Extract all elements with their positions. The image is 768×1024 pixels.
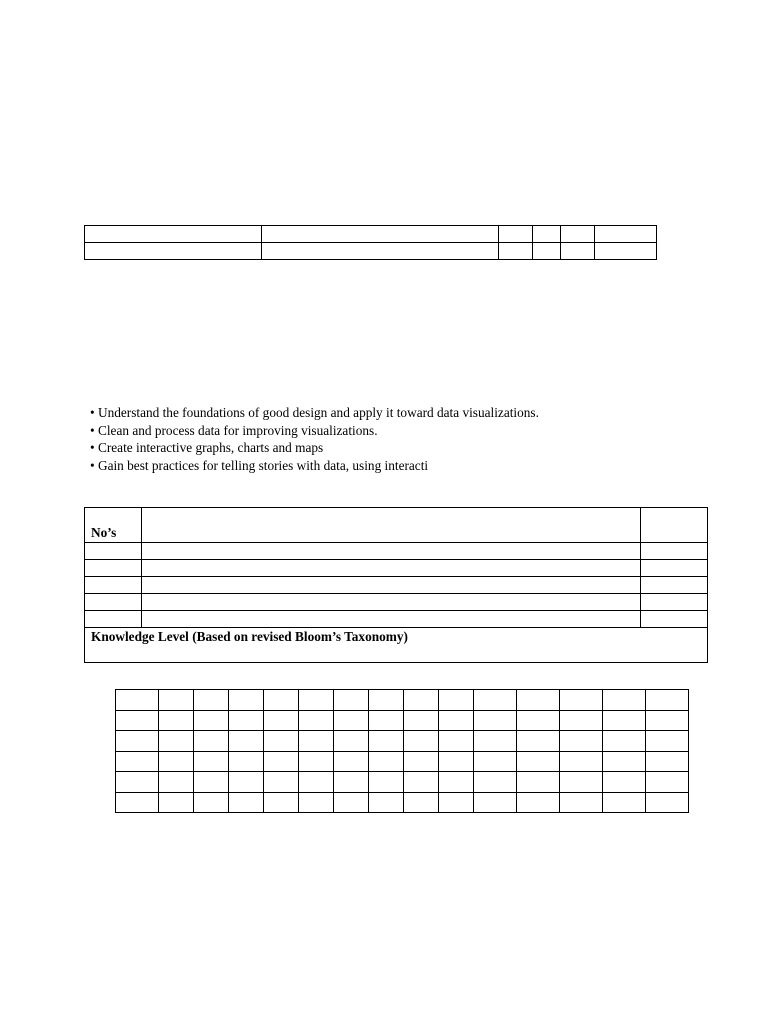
table-cell xyxy=(517,751,560,772)
table-cell xyxy=(299,710,334,731)
table-cell xyxy=(595,243,657,260)
table-cell xyxy=(641,560,708,577)
table-cell xyxy=(299,792,334,813)
table-cell xyxy=(499,243,533,260)
table-cell xyxy=(229,731,264,752)
mapping-table xyxy=(115,689,689,813)
table-cell xyxy=(517,792,560,813)
table-cell xyxy=(334,751,369,772)
table-row xyxy=(85,611,708,628)
table-cell xyxy=(194,710,229,731)
table-cell xyxy=(439,731,474,752)
table-cell xyxy=(116,710,159,731)
table-cell xyxy=(85,611,142,628)
table-cell xyxy=(560,792,603,813)
table-cell xyxy=(229,751,264,772)
table-cell xyxy=(404,690,439,711)
table-cell xyxy=(603,731,646,752)
table-cell xyxy=(641,594,708,611)
table-cell xyxy=(603,792,646,813)
table-cell xyxy=(369,731,404,752)
table-cell xyxy=(603,690,646,711)
table-cell xyxy=(533,243,561,260)
table-cell xyxy=(85,243,262,260)
table-cell xyxy=(474,772,517,793)
table-cell xyxy=(439,792,474,813)
table-cell xyxy=(229,690,264,711)
table-cell xyxy=(641,508,708,543)
table-cell xyxy=(646,710,689,731)
table-cell xyxy=(369,751,404,772)
table-cell xyxy=(474,710,517,731)
table-cell xyxy=(646,751,689,772)
table-cell xyxy=(194,731,229,752)
list-item: • Understand the foundations of good design and apply it toward data visualizations. xyxy=(90,404,539,422)
table-cell xyxy=(334,731,369,752)
table-row xyxy=(116,710,689,731)
table-cell xyxy=(85,560,142,577)
table-cell xyxy=(264,710,299,731)
table-cell xyxy=(264,751,299,772)
table-cell xyxy=(474,751,517,772)
table-cell xyxy=(229,772,264,793)
table-cell xyxy=(404,731,439,752)
table-cell xyxy=(142,508,641,543)
table-cell xyxy=(116,792,159,813)
table-row xyxy=(116,690,689,711)
table-cell xyxy=(533,226,561,243)
mapping-table-body xyxy=(116,690,689,813)
table-cell xyxy=(560,772,603,793)
table-header-row xyxy=(85,508,708,543)
table-cell xyxy=(603,772,646,793)
table-row xyxy=(116,772,689,793)
table-cell xyxy=(404,772,439,793)
table-cell xyxy=(641,543,708,560)
table-cell xyxy=(561,226,595,243)
table-cell xyxy=(142,543,641,560)
table-row xyxy=(85,560,708,577)
table-cell xyxy=(404,751,439,772)
knowledge-level-label: Knowledge Level (Based on revised Bloom’s Taxonomy) xyxy=(85,628,708,663)
table-cell xyxy=(334,710,369,731)
table-cell xyxy=(116,772,159,793)
table-cell xyxy=(517,690,560,711)
table-cell xyxy=(334,772,369,793)
table-cell xyxy=(560,751,603,772)
table-cell xyxy=(264,731,299,752)
table-cell xyxy=(116,731,159,752)
table-cell xyxy=(85,543,142,560)
table-cell xyxy=(159,792,194,813)
table-cell xyxy=(560,690,603,711)
table-cell xyxy=(264,792,299,813)
course-objectives-list xyxy=(90,404,539,474)
course-outcomes-table xyxy=(84,507,708,663)
knowledge-level-row xyxy=(85,628,708,663)
list-item: • Create interactive graphs, charts and maps xyxy=(90,439,539,457)
table-row xyxy=(85,226,657,243)
table-cell xyxy=(142,577,641,594)
table-cell xyxy=(517,731,560,752)
table-cell xyxy=(561,243,595,260)
table-cell xyxy=(159,731,194,752)
table-cell xyxy=(646,792,689,813)
table-cell xyxy=(142,611,641,628)
table-cell xyxy=(334,792,369,813)
table-cell xyxy=(262,226,499,243)
table-cell xyxy=(159,772,194,793)
list-item: • Gain best practices for telling stories with data, using interacti xyxy=(90,457,539,475)
table-cell xyxy=(334,690,369,711)
table-row xyxy=(85,594,708,611)
table-row xyxy=(116,751,689,772)
table-row xyxy=(116,792,689,813)
table-cell xyxy=(646,772,689,793)
table-cell xyxy=(299,731,334,752)
table-cell xyxy=(641,577,708,594)
table-cell xyxy=(299,751,334,772)
table-cell xyxy=(194,751,229,772)
table-cell xyxy=(159,710,194,731)
table-cell xyxy=(474,792,517,813)
table-cell xyxy=(499,226,533,243)
list-item: • Clean and process data for improving visualizations. xyxy=(90,422,539,440)
table-cell xyxy=(369,710,404,731)
table-cell xyxy=(369,772,404,793)
table-row xyxy=(85,577,708,594)
table-cell xyxy=(404,792,439,813)
table-cell xyxy=(85,577,142,594)
table-cell xyxy=(404,710,439,731)
table-cell xyxy=(229,710,264,731)
nos-header: No’s xyxy=(85,508,142,543)
table-cell xyxy=(603,751,646,772)
table-cell xyxy=(262,243,499,260)
table-cell xyxy=(595,226,657,243)
table-cell xyxy=(369,690,404,711)
table-cell xyxy=(194,772,229,793)
table-cell xyxy=(299,690,334,711)
table-cell xyxy=(264,690,299,711)
table-cell xyxy=(439,690,474,711)
table-cell xyxy=(646,690,689,711)
table-cell xyxy=(116,751,159,772)
table-cell xyxy=(439,751,474,772)
table-cell xyxy=(641,611,708,628)
table-cell xyxy=(116,690,159,711)
table-cell xyxy=(517,772,560,793)
table-cell xyxy=(474,690,517,711)
table-cell xyxy=(369,792,404,813)
table-cell xyxy=(474,731,517,752)
table-cell xyxy=(159,690,194,711)
table-cell xyxy=(85,226,262,243)
table-cell xyxy=(85,594,142,611)
table-cell xyxy=(159,751,194,772)
table-cell xyxy=(560,731,603,752)
table-cell xyxy=(603,710,646,731)
table-cell xyxy=(299,772,334,793)
table-cell xyxy=(646,731,689,752)
table-row xyxy=(85,243,657,260)
course-info-table xyxy=(84,225,657,260)
table-cell xyxy=(264,772,299,793)
table-cell xyxy=(560,710,603,731)
table-cell xyxy=(439,772,474,793)
table-cell xyxy=(194,792,229,813)
table-cell xyxy=(194,690,229,711)
table-cell xyxy=(439,710,474,731)
table-row xyxy=(85,543,708,560)
table-cell xyxy=(229,792,264,813)
table-cell xyxy=(517,710,560,731)
table-cell xyxy=(142,594,641,611)
table-cell xyxy=(142,560,641,577)
table-row xyxy=(116,731,689,752)
